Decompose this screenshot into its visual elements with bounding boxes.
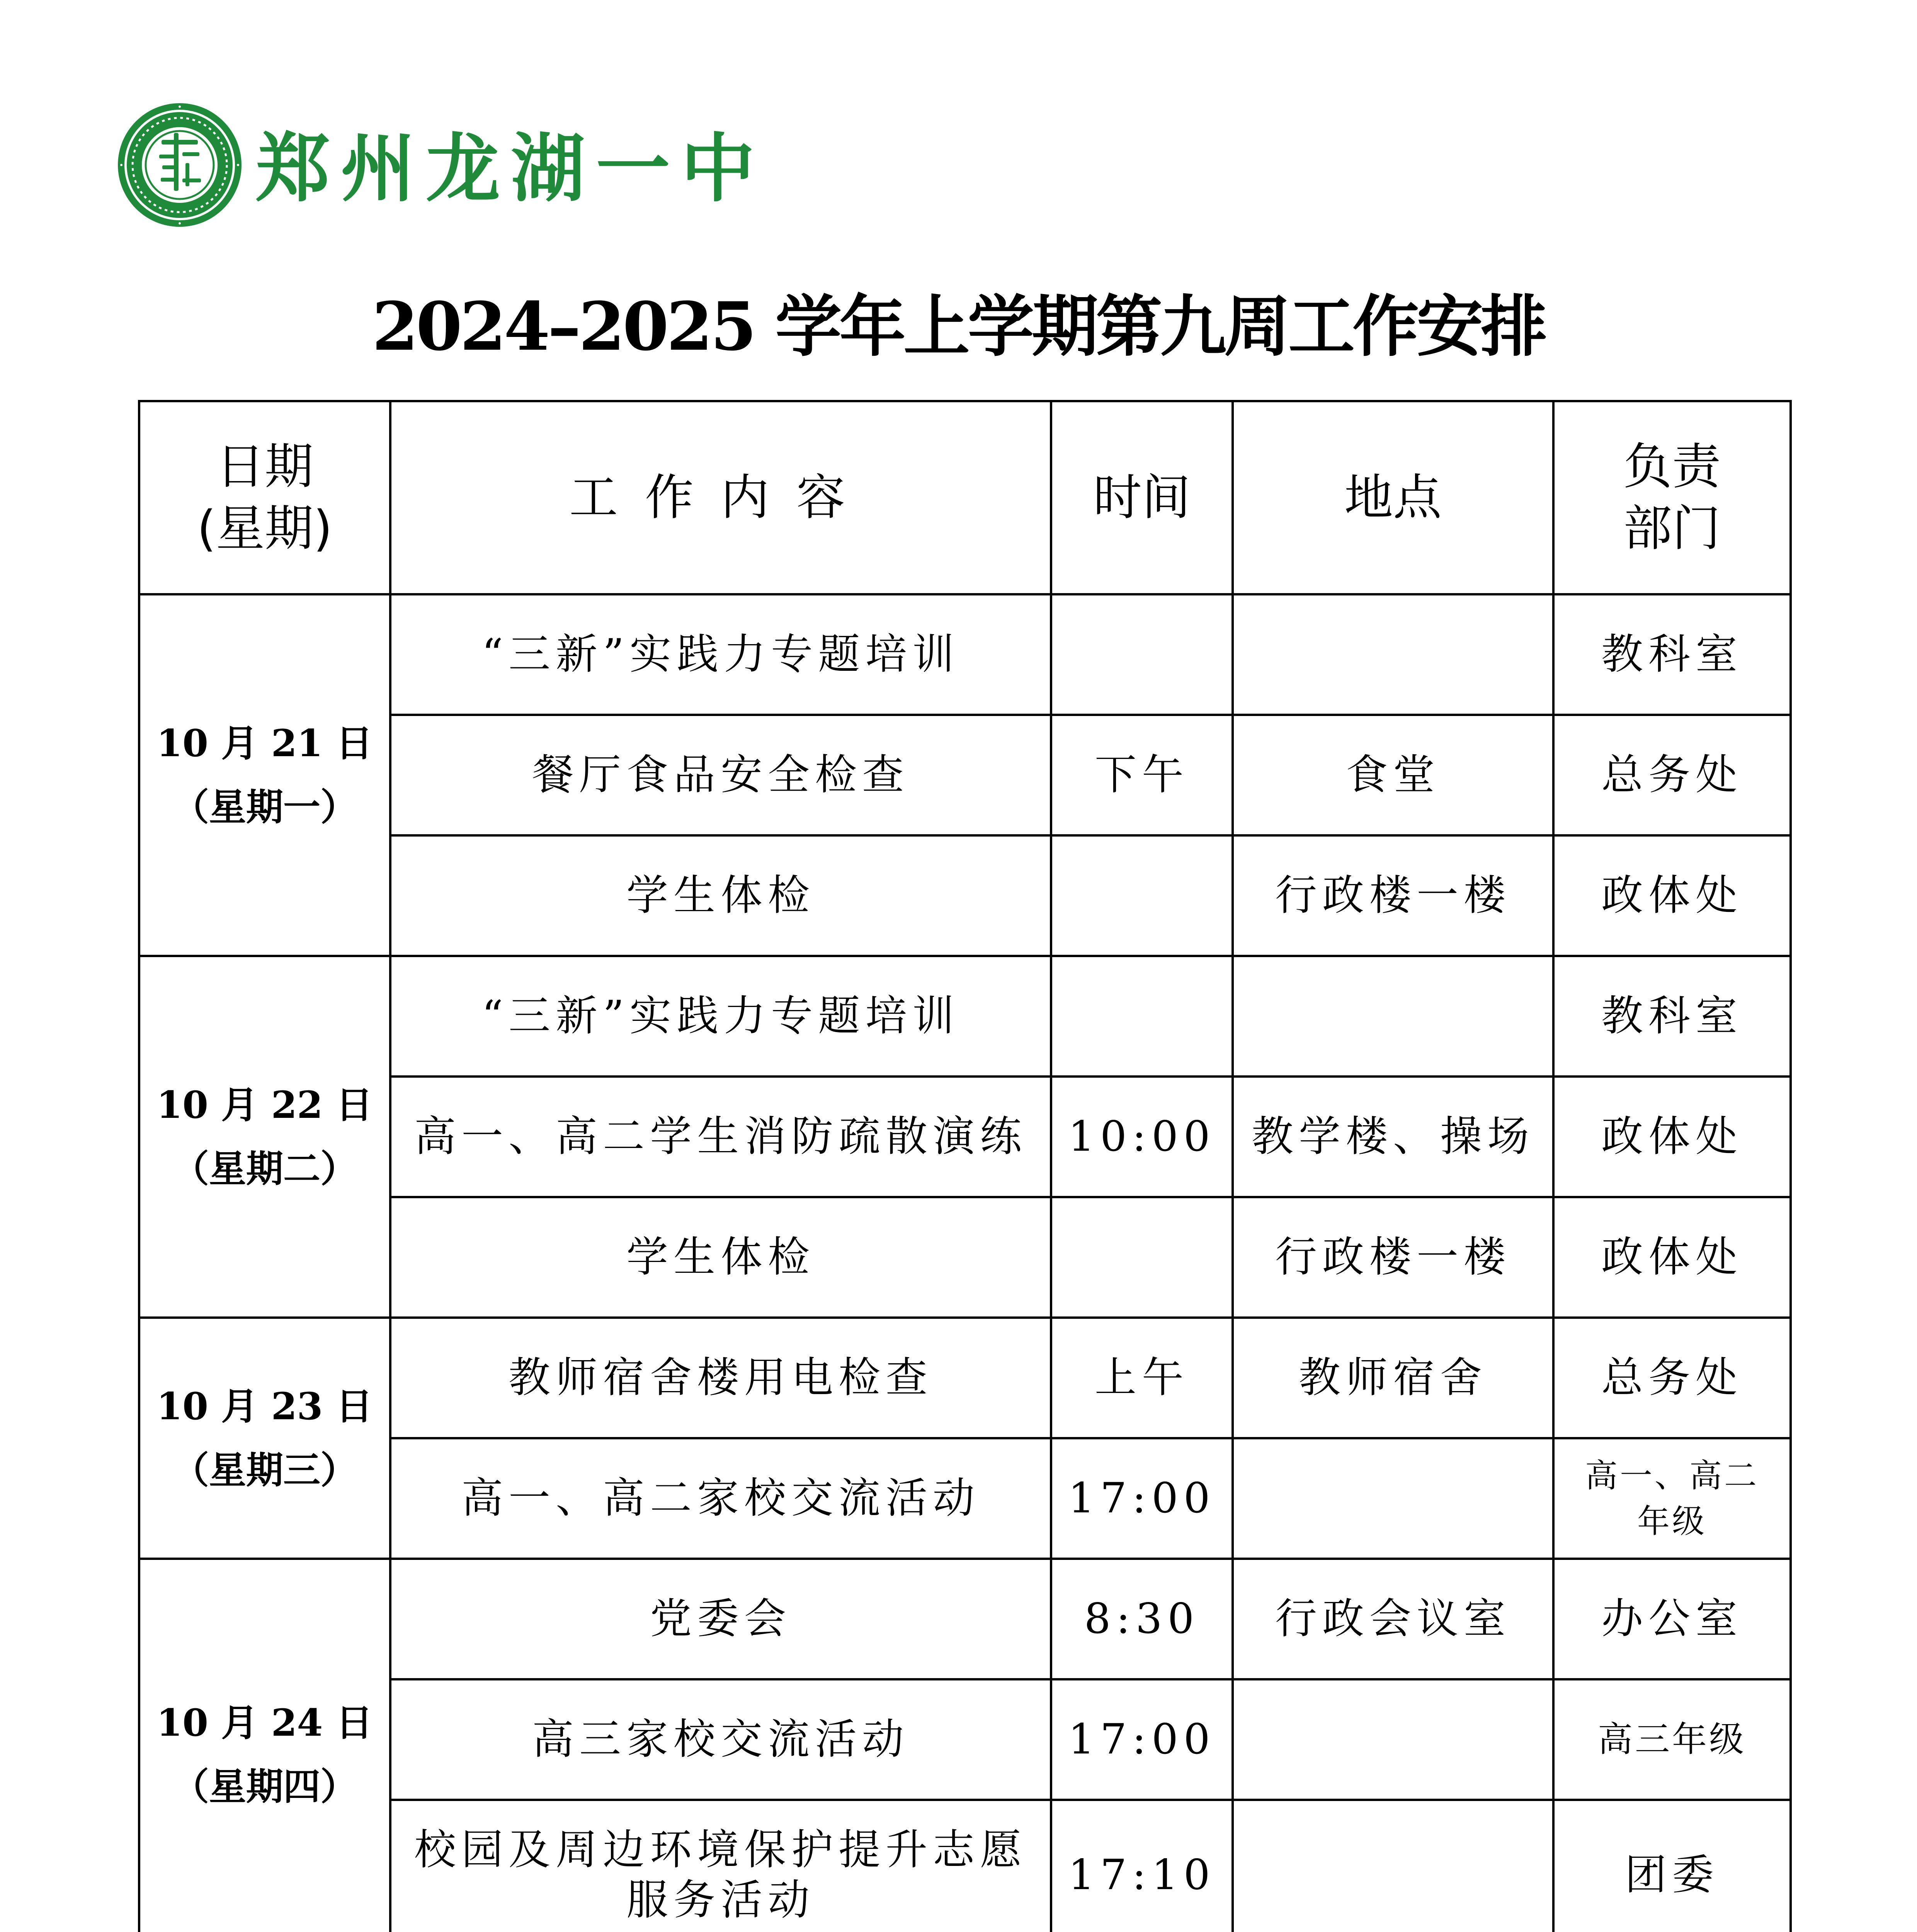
school-name: 郑州龙湖一中 [256, 126, 766, 212]
content-cell: 餐厅食品安全检查 [390, 715, 1051, 835]
content-cell: 高一、高二家校交流活动 [390, 1438, 1051, 1559]
date-cell [139, 1318, 390, 1559]
header-time: 时间 [1051, 401, 1233, 594]
department-cell: 高三年级 [1553, 1679, 1791, 1800]
time-cell: 17:00 [1051, 1438, 1233, 1559]
page-title: 2024–2025 学年上学期第九周工作安排 [372, 287, 1545, 366]
date-cell [139, 594, 390, 956]
location-cell: 行政楼一楼 [1233, 835, 1553, 956]
location-cell: 行政会议室 [1233, 1559, 1553, 1679]
header-department: 负责 部门 [1553, 401, 1791, 594]
location-cell: 行政楼一楼 [1233, 1197, 1553, 1318]
content-cell: 高一、高二学生消防疏散演练 [390, 1077, 1051, 1197]
time-cell: 下午 [1051, 715, 1233, 835]
weekday-label: （星期三） [172, 1448, 357, 1492]
time-cell: 10:00 [1051, 1077, 1233, 1197]
location-cell: 食堂 [1233, 715, 1553, 835]
department-cell: 总务处 [1553, 715, 1791, 835]
header-location: 地点 [1233, 401, 1553, 594]
location-cell [1233, 1679, 1553, 1800]
weekday-label: （星期一） [172, 785, 357, 829]
table-row [139, 594, 1791, 715]
department-cell: 教科室 [1553, 956, 1791, 1077]
location-cell [1233, 1438, 1553, 1559]
content-cell: 教师宿舍楼用电检查 [390, 1318, 1051, 1438]
department-cell: 政体处 [1553, 1197, 1791, 1318]
content-cell: 党委会 [390, 1559, 1051, 1679]
department-cell: 政体处 [1553, 835, 1791, 956]
date-cell [139, 956, 390, 1318]
content-cell: 校园及周边环境保护提升志愿 服务活动 [390, 1800, 1051, 1932]
school-seal-logo [116, 101, 243, 229]
department-cell: 高一、高二 年级 [1553, 1438, 1791, 1559]
department-cell: 教科室 [1553, 594, 1791, 715]
table-row [139, 1559, 1791, 1679]
content-cell: 高三家校交流活动 [390, 1679, 1051, 1800]
date-label: 10 月 21 日 [156, 721, 373, 765]
department-cell: 办公室 [1553, 1559, 1791, 1679]
time-cell: 17:10 [1051, 1800, 1233, 1932]
table-row [139, 956, 1791, 1077]
content-cell: “三新”实践力专题培训 [390, 594, 1051, 715]
weekday-label: （星期二） [172, 1147, 357, 1190]
department-cell: 政体处 [1553, 1077, 1791, 1197]
table-row [139, 1318, 1791, 1438]
location-cell: 教师宿舍 [1233, 1318, 1553, 1438]
date-label: 10 月 23 日 [156, 1384, 373, 1428]
time-cell: 17:00 [1051, 1679, 1233, 1800]
department-cell: 团委 [1553, 1800, 1791, 1932]
time-cell [1051, 594, 1233, 715]
header-content: 工作内容 [390, 401, 1051, 594]
time-cell [1051, 956, 1233, 1077]
date-label: 10 月 22 日 [156, 1083, 373, 1127]
location-cell: 教学楼、操场 [1233, 1077, 1553, 1197]
content-cell: 学生体检 [390, 835, 1051, 956]
time-cell: 上午 [1051, 1318, 1233, 1438]
table-header-row [139, 401, 1791, 594]
time-cell [1051, 835, 1233, 956]
location-cell [1233, 594, 1553, 715]
weekday-label: （星期四） [172, 1765, 357, 1808]
department-cell: 总务处 [1553, 1318, 1791, 1438]
date-label: 10 月 24 日 [156, 1701, 373, 1745]
time-cell: 8:30 [1051, 1559, 1233, 1679]
header-date: 日期 (星期) [139, 401, 390, 594]
date-cell [139, 1559, 390, 1932]
time-cell [1051, 1197, 1233, 1318]
schedule-table [138, 400, 1792, 1932]
location-cell [1233, 1800, 1553, 1932]
location-cell [1233, 956, 1553, 1077]
content-cell: “三新”实践力专题培训 [390, 956, 1051, 1077]
content-cell: 学生体检 [390, 1197, 1051, 1318]
